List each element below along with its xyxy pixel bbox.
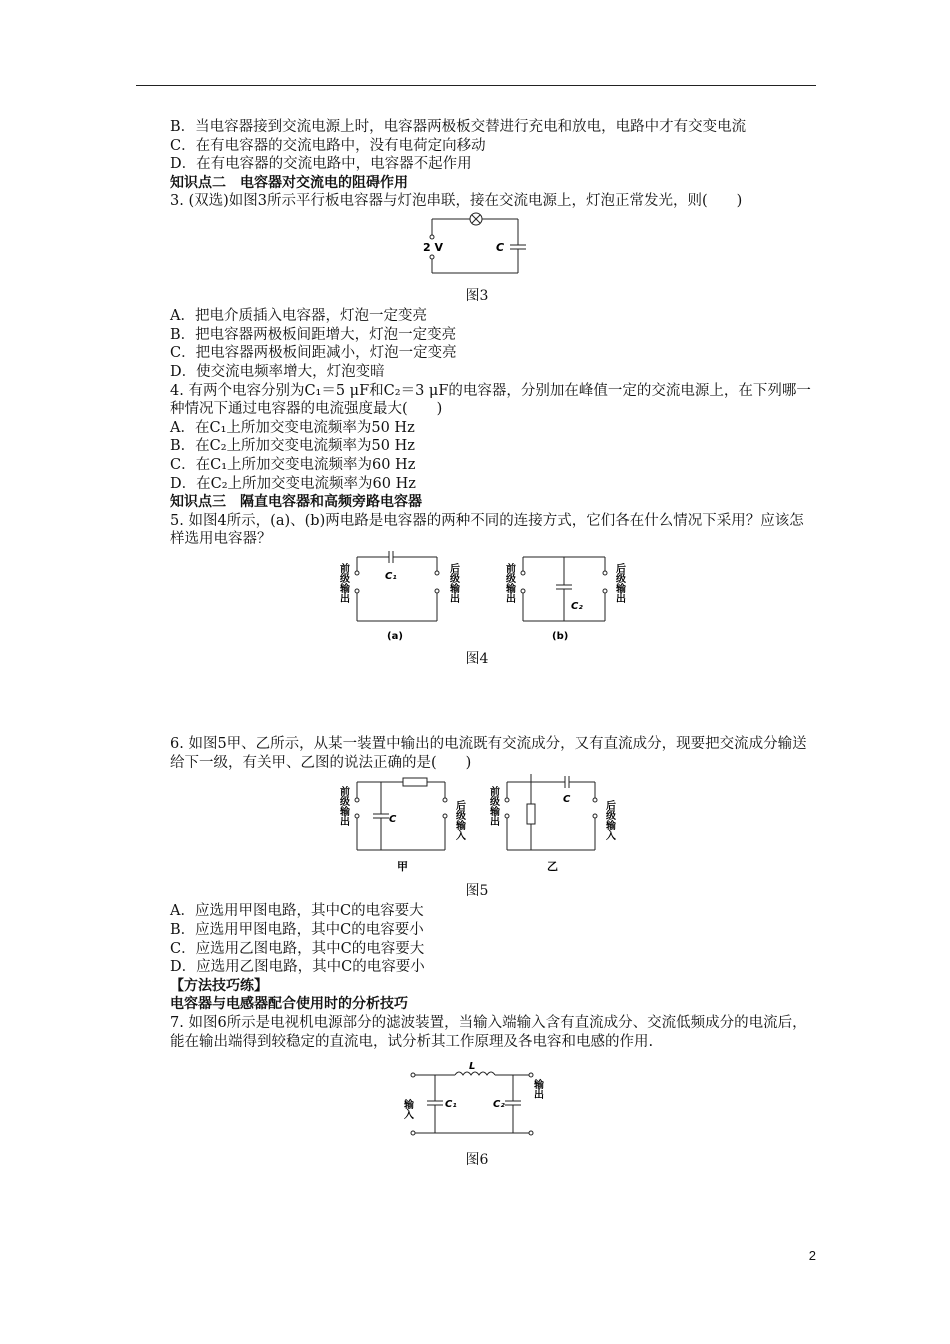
section-heading-3: 知识点三 隔直电容器和高频旁路电容器 xyxy=(170,494,422,511)
fig3-source-label: 2 V xyxy=(423,240,443,254)
figure-5 xyxy=(136,774,818,900)
figure-3 xyxy=(136,213,818,305)
q2-option-d: D．在有电容器的交流电路中，电容器不起作用 xyxy=(170,156,472,173)
fig5-yi-output-label: 后级输入 xyxy=(603,800,615,841)
method-tag: 【方法技巧练】 xyxy=(170,977,268,994)
fig5-yi-input-label: 前级输出 xyxy=(487,786,499,827)
fig4b-output-label: 后级输出 xyxy=(613,562,625,603)
figure-6 xyxy=(136,1063,818,1169)
fig5-jia-output-label: 后级输入 xyxy=(453,800,465,841)
fig4a-output-label: 后级输出 xyxy=(447,562,459,603)
fig5-label-jia: 甲 xyxy=(397,860,408,874)
q2-option-b: B．当电容器接到交流电源上时，电容器两极板交替进行充电和放电，电路中才有交变电流 xyxy=(170,119,747,135)
answer-space xyxy=(136,671,818,735)
q6-option-c: C．应选用乙图电路，其中C的电容要大 xyxy=(170,940,425,957)
q3-option-a: A．把电介质插入电容器，灯泡一定变亮 xyxy=(170,308,427,325)
fig6-input-label: 输入 xyxy=(401,1099,413,1120)
fig4-label-b: (b) xyxy=(552,630,569,642)
method-title: 电容器与电感器配合使用时的分析技巧 xyxy=(170,996,408,1013)
q4-option-b: B．在C₂上所加交变电流频率为50 Hz xyxy=(170,438,415,455)
q6-option-a: A．应选用甲图电路，其中C的电容要大 xyxy=(170,903,424,920)
figure-3-circuit xyxy=(422,213,532,279)
fig5-yi-c-label: C xyxy=(563,794,571,806)
q3-stem: 3. (双选)如图3所示平行板电容器与灯泡串联，接在交流电源上，灯泡正常发光，则( ) xyxy=(170,193,743,210)
fig5-label-yi: 乙 xyxy=(547,860,558,874)
q4-option-d: D．在C₂上所加交变电流频率为60 Hz xyxy=(170,475,416,492)
section-heading-2: 知识点二 电容器对交流电的阻碍作用 xyxy=(170,174,408,191)
header-rule xyxy=(136,85,816,86)
fig4a-c1-label: C₁ xyxy=(385,570,397,582)
figure-5-caption: 图5 xyxy=(465,882,489,899)
q2-option-c: C．在有电容器的交流电路中，没有电荷定向移动 xyxy=(170,137,486,154)
q5-stem: 5. 如图4所示，(a)、(b)两电路是电容器的两种不同的连接方式，它们各在什么情况下采用？应该怎样选用电容器？ xyxy=(170,512,804,548)
figure-6-caption: 图6 xyxy=(465,1151,489,1168)
q4-option-c: C．在C₁上所加交变电流频率为60 Hz xyxy=(170,456,416,473)
fig3-capacitor-label: C xyxy=(496,240,505,254)
fig6-c2-label: C₂ xyxy=(493,1099,505,1111)
q6-option-d: D．应选用乙图电路，其中C的电容要小 xyxy=(170,959,425,976)
fig6-inductor-label: L xyxy=(469,1061,476,1073)
figure-6-circuit xyxy=(401,1061,547,1143)
fig4b-c2-label: C₂ xyxy=(571,600,583,612)
figure-5-circuits xyxy=(327,774,627,874)
q6-stem: 6. 如图5甲、乙所示，从某一装置中输出的电流既有交流成分，又有直流成分，现要把交流成分输送给下一级，有关甲、乙图的说法正确的是( ) xyxy=(170,736,807,771)
q3-option-b: B．把电容器两极板间距增大，灯泡一定变亮 xyxy=(170,326,457,343)
fig5-jia-input-label: 前级输出 xyxy=(337,786,349,827)
q4-stem: 4. 有两个电容分别为C₁＝5 μF和C₂＝3 μF的电容器，分别加在峰值一定的交流电源上，在下列哪一种情况下通过电容器的电流强度最大( ) xyxy=(170,382,811,418)
q3-option-c: C．把电容器两极板间距减小，灯泡一定变亮 xyxy=(170,345,457,362)
fig5-jia-c-label: C xyxy=(389,814,397,826)
q3-option-d: D．使交流电频率增大，灯泡变暗 xyxy=(170,363,385,380)
page-content xyxy=(136,118,818,1171)
fig6-c1-label: C₁ xyxy=(445,1099,457,1111)
figure-4-caption: 图4 xyxy=(465,651,489,668)
fig4-label-a: (a) xyxy=(387,630,403,642)
figure-4 xyxy=(136,551,818,669)
q7-stem: 7. 如图6所示是电视机电源部分的滤波装置，当输入端输入含有直流成分、交流低频成分的电流后，能在输出端得到较稳定的直流电，试分析其工作原理及各电容和电感的作用. xyxy=(170,1015,807,1050)
fig4a-input-label: 前级输出 xyxy=(337,562,349,603)
figure-4-circuits xyxy=(327,551,627,643)
page-number: 2 xyxy=(808,1248,816,1263)
fig6-output-label: 输出 xyxy=(531,1079,543,1100)
q4-option-a: A．在C₁上所加交变电流频率为50 Hz xyxy=(170,419,415,436)
fig4b-input-label: 前级输出 xyxy=(503,562,515,603)
q6-option-b: B．应选用甲图电路，其中C的电容要小 xyxy=(170,922,424,939)
figure-3-caption: 图3 xyxy=(465,287,489,304)
